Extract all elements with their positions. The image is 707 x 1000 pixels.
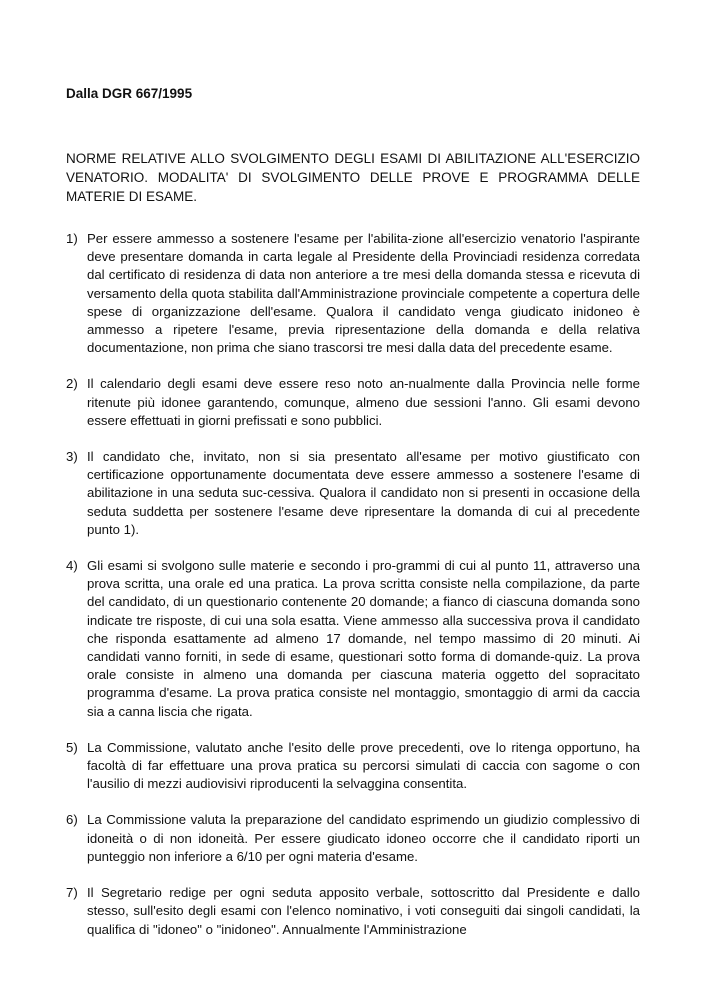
item-number: 3) [66,449,78,465]
list-item [66,557,640,721]
item-number: 2) [66,376,78,392]
document-reference: Dalla DGR 667/1995 [66,86,193,101]
item-number: 1) [66,231,78,246]
document-title: NORME RELATIVE ALLO SVOLGIMENTO DEGLI ESAMI DI ABILITAZIONE ALL'ESERCIZIO VENATORIO. MODALITA' DI SVOLGIMENTO DELLE PROVE E PROGRAMMA DELLE MATERIE DI ESAME. [66,151,640,204]
item-text: La Commissione, valutato anche l'esito delle prove precedenti, ove lo ritenga opportuno, ha facoltà di far effettuare una prova pratica su percorsi simulati di caccia con sagome o con l'ausilio di mezzi audiovisivi riproducenti la selvaggina consentita. [87,739,640,792]
list-item [66,230,640,357]
list-item [66,448,640,539]
list-item [66,811,640,866]
list-item [66,739,640,794]
regulation-list [66,230,640,957]
item-text: Il candidato che, invitato, non si sia presentato all'esame per motivo giustificato con certificazione opportunamente documentata deve essere ammesso a sostenere l'esame di abilitazione in una seduta suc-cessiva. Qualora il candidato non si presenti in occasione della seduta suddetta per sostenere l'esame deve ripresentare la domanda di cui al precedente punto 1). [87,449,640,537]
item-number: 4) [66,558,78,574]
item-number: 6) [66,812,78,828]
item-number: 5) [66,739,78,755]
item-text: Il calendario degli esami deve essere reso noto an-nualmente dalla Provincia nelle forme ritenute più idonee garantendo, comunque, almeno due sessioni l'anno. Gli esami devono essere effettuati in giorni prefissati e sono pubblici. [87,376,640,428]
item-number: 7) [66,885,78,901]
item-text: Il Segretario redige per ogni seduta apposito verbale, sottoscritto dal Presidente e dallo stesso, sull'esito degli esami con l'elenco nominativo, i voti conseguiti dai singoli candidati, la qualifica di "idoneo" o "inidoneo". Annualmente l'Amministrazione [87,885,640,937]
item-text: La Commissione valuta la preparazione del candidato esprimendo un giudizio complessivo di idoneità o di non idoneità. Per essere giudicato idoneo occorre che il candidato riporti un punteggio non inferiore a 6/10 per ogni materia d'esame. [87,812,640,864]
item-text: Per essere ammesso a sostenere l'esame per l'abilita-zione all'esercizio venatorio l'aspirante deve presentare domanda in carta legale al Presidente della Provinciadi residenza corredata dal certificato di residenza di data non anteriore a tre mesi della domanda stessa e ricevuta di versamento della quota stabilita dall'Amministrazione provinciale competente a copertura delle spese di organizzazione dell'esame. Qualora il candidato venga giudicato inidoneo è ammesso a ripetere l'esame, previa ripresentazione della domanda e della relativa documentazione, non prima che siano trascorsi tre mesi dalla data del precedente esame. [87,231,640,356]
list-item [66,884,640,939]
item-text: Gli esami si svolgono sulle materie e secondo i pro-grammi di cui al punto 11, attraverso una prova scritta, una orale ed una pratica. La prova scritta consiste nella compilazione, da parte del candidato, di un questionario contenente 20 domande; a fianco di ciascuna domanda sono indicate tre risposte, di cui una sola esatta. Viene ammesso alla successiva prova il candidato che risponda esattamente ad almeno 17 domande, nel tempo massimo di 20 minuti. Ai candidati vanno forniti, in sede di esame, questionari sotto forma di domande-quiz. La prova orale consiste in almeno una domanda per ciascuna materia oggetto del sopracitato programma d'esame. La prova pratica consiste nel montaggio, smontaggio di armi da caccia sia a canna liscia che rigata. [87,558,640,719]
list-item [66,375,640,430]
